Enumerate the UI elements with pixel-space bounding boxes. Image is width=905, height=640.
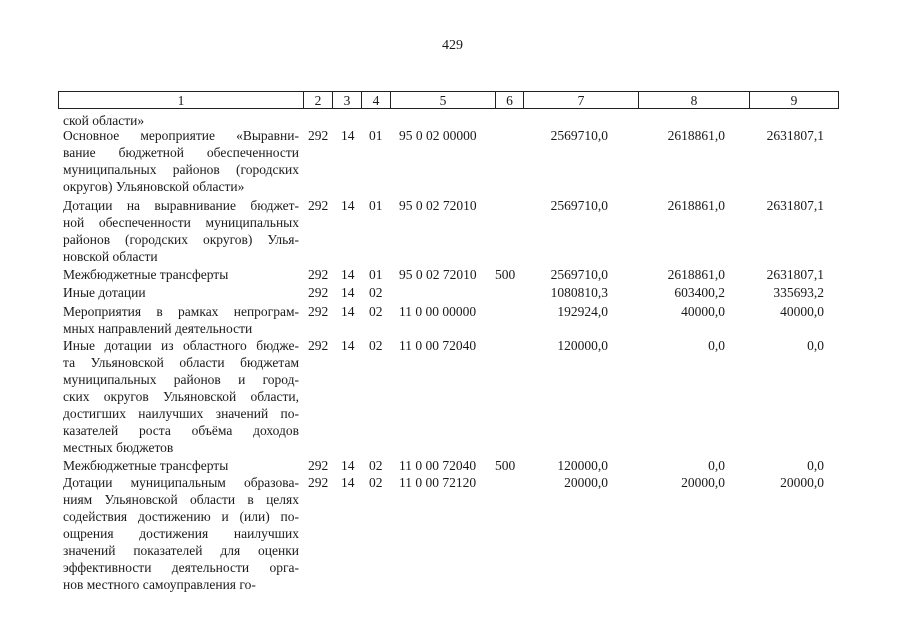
cell-col-7: 120000,0 [557, 338, 608, 353]
cell-col-6: 500 [495, 458, 516, 473]
cell-col-8: 40000,0 [681, 304, 725, 319]
row-name-line: ниям Ульяновской области в целях [63, 492, 299, 507]
header-cell-6: 6 [496, 92, 524, 108]
row-name-line: Межбюджетные трансферты [63, 458, 229, 473]
header-cell-3: 3 [333, 92, 362, 108]
header-cell-2: 2 [304, 92, 333, 108]
row-name [63, 266, 299, 283]
row-name-line: Межбюджетные трансферты [63, 267, 229, 282]
cell-col-2: 292 [308, 285, 329, 300]
row-name-line: Иные дотации [63, 285, 146, 300]
row-name-line: эффективности деятельности орга- [63, 560, 299, 575]
cell-col-8: 2618861,0 [667, 267, 725, 282]
page-number: 429 [442, 38, 463, 53]
cell-col-3: 14 [341, 304, 355, 319]
cell-col-2: 292 [308, 128, 329, 143]
cell-col-4: 02 [369, 285, 383, 300]
cell-col-4: 01 [369, 198, 383, 213]
header-cell-9: 9 [790, 93, 798, 108]
row-name-line: Мероприятия в рамках непрограм- [63, 304, 299, 319]
cell-col-6: 500 [495, 267, 516, 282]
cell-col-4: 02 [369, 458, 383, 473]
cell-col-5: 11 0 00 72040 [399, 338, 477, 353]
cell-col-3: 14 [341, 475, 355, 490]
cell-col-5: 95 0 02 00000 [399, 128, 477, 143]
cell-col-9: 0,0 [807, 458, 824, 473]
cell-col-7: 1080810,3 [550, 285, 608, 300]
cell-col-9: 2631807,1 [766, 267, 824, 282]
cell-col-5: 95 0 02 72010 [399, 267, 477, 282]
row-name-line: мных направлений деятельности [63, 321, 253, 336]
cell-col-4: 02 [369, 475, 383, 490]
row-name-line: казателей роста объёма доходов [63, 423, 299, 438]
row-name-line: Иные дотации из областного бюдже- [63, 338, 299, 353]
row-name-line: содействия достижению и (или) по- [63, 509, 299, 524]
row-name-line: ской области» [63, 113, 145, 128]
row-name-line: районов (городских округов) Улья- [63, 232, 299, 247]
cell-col-3: 14 [341, 128, 355, 143]
cell-col-5: 95 0 02 72010 [399, 198, 477, 213]
cell-col-5: 11 0 00 72040 [399, 458, 477, 473]
cell-col-2: 292 [308, 198, 329, 213]
row-name-line: нов местного самоуправления го- [63, 577, 256, 592]
row-name [63, 474, 299, 593]
row-name [63, 197, 299, 265]
cell-col-4: 01 [369, 128, 383, 143]
cell-col-2: 292 [308, 267, 329, 282]
cell-col-2: 292 [308, 458, 329, 473]
cell-col-5: 11 0 00 00000 [399, 304, 477, 319]
row-name-line: значений показателей для оценки [63, 543, 299, 558]
cell-col-7: 120000,0 [557, 458, 608, 473]
cell-col-9: 2631807,1 [766, 198, 824, 213]
cell-col-8: 2618861,0 [667, 198, 725, 213]
row-name [63, 457, 299, 474]
row-name-line: Дотации на выравнивание бюджет- [63, 198, 299, 213]
row-name [63, 303, 299, 337]
row-name-line: муниципальных районов и город- [63, 372, 299, 387]
cell-col-2: 292 [308, 304, 329, 319]
header-cell-8: 8 [639, 92, 750, 108]
row-name-line: Дотации муниципальным образова- [63, 475, 299, 490]
cell-col-9: 2631807,1 [766, 128, 824, 143]
cell-col-7: 192924,0 [557, 304, 608, 319]
cell-col-8: 603400,2 [674, 285, 725, 300]
row-name [63, 337, 299, 456]
cell-col-8: 20000,0 [681, 475, 725, 490]
row-name-line: достигших наилучших значений по- [63, 406, 299, 421]
cell-col-9: 20000,0 [780, 475, 824, 490]
cell-col-4: 01 [369, 267, 383, 282]
header-cell-4: 4 [362, 92, 391, 108]
row-name-line: ной обеспеченности муниципальных [63, 215, 299, 230]
header-cell-5: 5 [391, 92, 496, 108]
row-name [63, 127, 299, 195]
cell-col-7: 2569710,0 [550, 128, 608, 143]
cell-col-9: 335693,2 [773, 285, 824, 300]
cell-col-4: 02 [369, 338, 383, 353]
row-name [63, 284, 299, 301]
cell-col-9: 40000,0 [780, 304, 824, 319]
column-header-row [58, 91, 839, 109]
cell-col-7: 2569710,0 [550, 267, 608, 282]
row-name-line: муниципальных районов (городских [63, 162, 299, 177]
row-name-line: вание бюджетной обеспеченности [63, 145, 299, 160]
row-name-line: ских округов Ульяновской области, [63, 389, 299, 404]
cell-col-9: 0,0 [807, 338, 824, 353]
cell-col-3: 14 [341, 338, 355, 353]
row-name-line: округов) Ульяновской области» [63, 179, 245, 194]
cell-col-3: 14 [341, 198, 355, 213]
cell-col-2: 292 [308, 475, 329, 490]
cell-col-2: 292 [308, 338, 329, 353]
cell-col-5: 11 0 00 72120 [399, 475, 477, 490]
cell-col-3: 14 [341, 458, 355, 473]
cell-col-8: 2618861,0 [667, 128, 725, 143]
cell-col-3: 14 [341, 267, 355, 282]
row-name-line: Основное мероприятие «Выравни- [63, 128, 299, 143]
cell-col-3: 14 [341, 285, 355, 300]
row-name-line: новской области [63, 249, 158, 264]
header-cell-7: 7 [524, 92, 639, 108]
cell-col-4: 02 [369, 304, 383, 319]
row-name-line: местных бюджетов [63, 440, 174, 455]
cell-col-7: 20000,0 [564, 475, 608, 490]
row-name-line: ощрения достижения наилучших [63, 526, 299, 541]
cell-col-8: 0,0 [708, 458, 725, 473]
header-cell-1: 1 [59, 92, 304, 108]
cell-col-7: 2569710,0 [550, 198, 608, 213]
row-name-line: та Ульяновской области бюджетам [63, 355, 299, 370]
cell-col-8: 0,0 [708, 338, 725, 353]
